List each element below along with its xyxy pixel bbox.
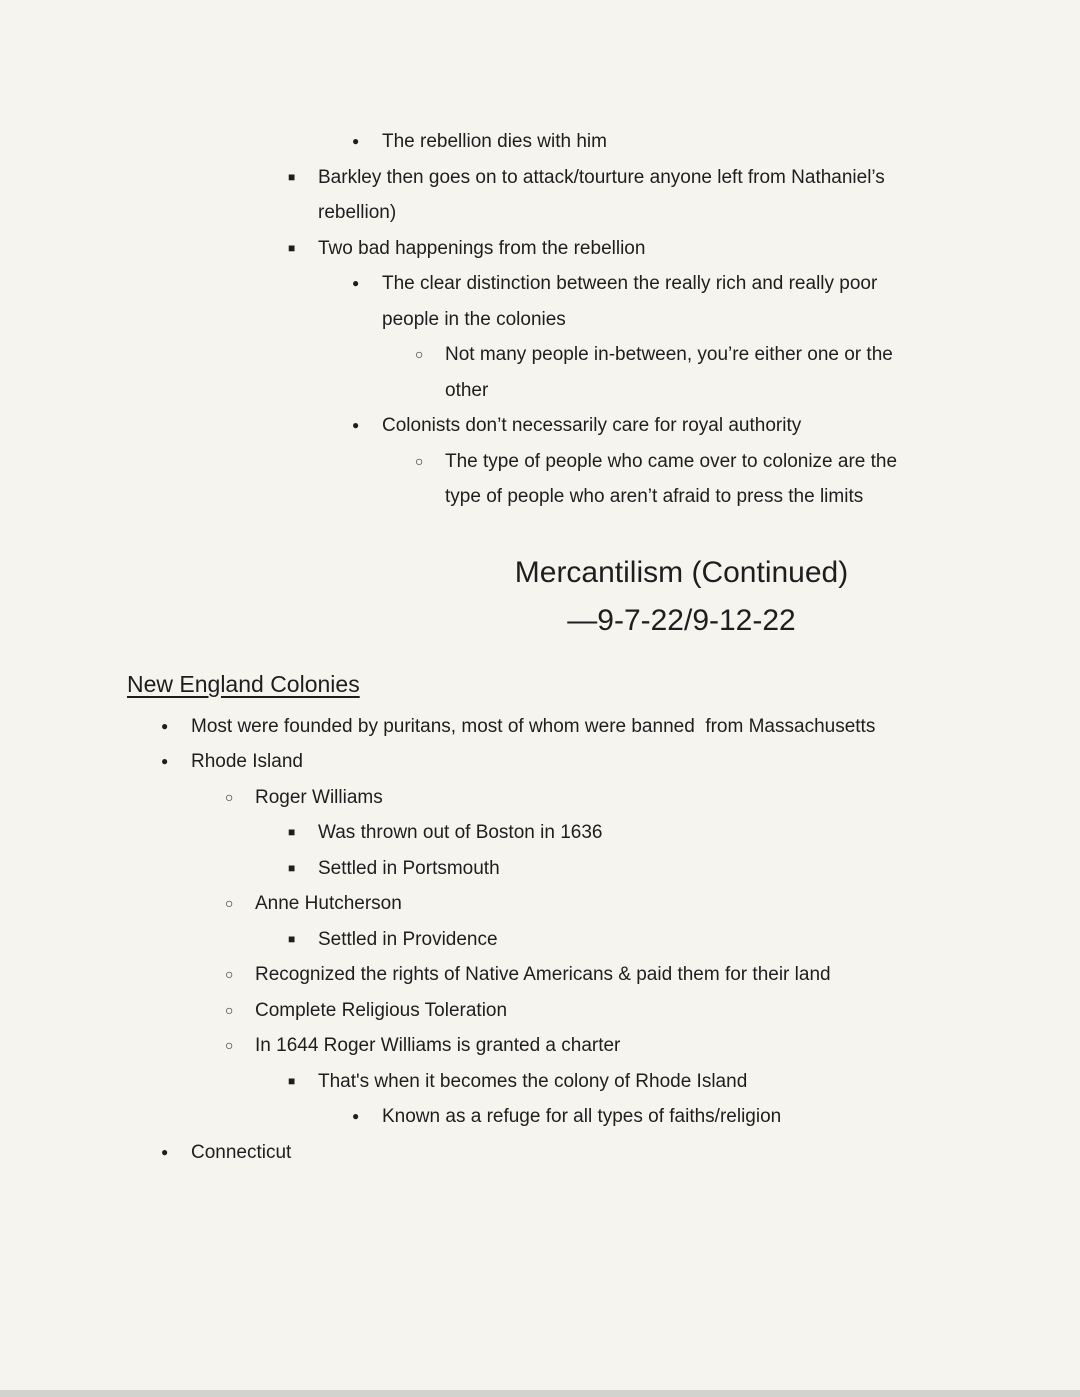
list-item xyxy=(288,922,900,958)
list-item-text: Colonists don’t necessarily care for royal authority xyxy=(382,415,802,436)
list-item-text: Barkley then goes on to attack/tourture anyone left from Nathaniel’s rebellion) xyxy=(318,166,891,223)
list-item-text: The clear distinction between the really rich and really poor people in the colonies xyxy=(382,273,883,330)
circle-bullet-icon: ○ xyxy=(225,895,234,911)
list-item xyxy=(161,709,900,745)
disc-bullet-icon: ● xyxy=(352,276,360,290)
circle-bullet-icon: ○ xyxy=(225,1001,234,1018)
list-item-text: The type of people who came over to colonize are the type of people who aren’t afraid to press the limits xyxy=(445,450,903,507)
section-heading-new-england-colonies: New England Colonies xyxy=(127,670,360,697)
intro-list xyxy=(127,124,903,515)
list-item xyxy=(161,1135,900,1171)
circle-bullet-icon: ○ xyxy=(225,966,234,982)
list-item xyxy=(288,231,900,267)
list-item xyxy=(352,266,900,337)
date-range-subtitle: —9-7-22/9-12-22 xyxy=(567,603,796,637)
square-bullet-icon: ■ xyxy=(288,240,296,255)
list-item-text: Anne Hutcherson xyxy=(255,893,402,914)
square-bullet-icon: ■ xyxy=(288,860,296,875)
list-item xyxy=(288,851,900,887)
circle-bullet-icon: ○ xyxy=(225,788,234,805)
list-item-text: Rhode Island xyxy=(191,751,303,772)
page-title: Mercantilism (Continued) xyxy=(514,555,849,589)
list-item-text: Complete Religious Toleration xyxy=(255,999,508,1021)
disc-bullet-icon: ● xyxy=(352,134,360,148)
section-list xyxy=(127,709,900,1171)
list-item-text: Settled in Providence xyxy=(318,928,498,950)
list-item xyxy=(352,124,900,160)
list-item-text: In 1644 Roger Williams is granted a charter xyxy=(255,1035,621,1056)
disc-bullet-icon: ● xyxy=(161,1144,169,1159)
list-item xyxy=(288,815,900,851)
list-item-text: That's when it becomes the colony of Rhode Island xyxy=(318,1070,748,1092)
square-bullet-icon: ■ xyxy=(288,1073,296,1088)
disc-bullet-icon: ● xyxy=(352,418,360,432)
list-item xyxy=(288,1064,900,1100)
square-bullet-icon: ■ xyxy=(288,931,296,946)
list-item xyxy=(415,444,903,515)
list-item xyxy=(225,957,900,993)
list-item xyxy=(288,160,900,231)
list-item xyxy=(225,1028,900,1064)
disc-bullet-icon: ● xyxy=(161,754,169,768)
circle-bullet-icon: ○ xyxy=(225,1037,234,1053)
list-item-text: Connecticut xyxy=(191,1141,292,1163)
list-item xyxy=(225,780,900,816)
list-item-text: Not many people in-between, you’re either one or the other xyxy=(445,344,899,401)
page-boundary-divider xyxy=(0,1390,1080,1397)
list-item-text: Most were founded by puritans, most of whom were banned from Massachusetts xyxy=(191,715,876,737)
list-item-text: The rebellion dies with him xyxy=(382,131,607,152)
square-bullet-icon: ■ xyxy=(288,825,296,839)
list-item-text: Was thrown out of Boston in 1636 xyxy=(318,822,603,843)
list-item xyxy=(352,1099,900,1135)
list-item-text: Recognized the rights of Native Americans & paid them for their land xyxy=(255,964,831,985)
list-item xyxy=(225,886,900,922)
list-item xyxy=(415,337,900,408)
list-item-text: Known as a refuge for all types of faiths/religion xyxy=(382,1106,782,1127)
list-item-text: Two bad happenings from the rebellion xyxy=(318,237,646,259)
list-item xyxy=(161,744,900,780)
square-bullet-icon: ■ xyxy=(288,169,296,184)
list-item xyxy=(352,408,900,444)
disc-bullet-icon: ● xyxy=(161,718,169,733)
disc-bullet-icon: ● xyxy=(352,1109,360,1123)
circle-bullet-icon: ○ xyxy=(415,452,424,469)
list-item-text: Roger Williams xyxy=(255,786,383,808)
list-item xyxy=(225,993,900,1029)
list-item-text: Settled in Portsmouth xyxy=(318,857,500,879)
circle-bullet-icon: ○ xyxy=(415,346,424,362)
